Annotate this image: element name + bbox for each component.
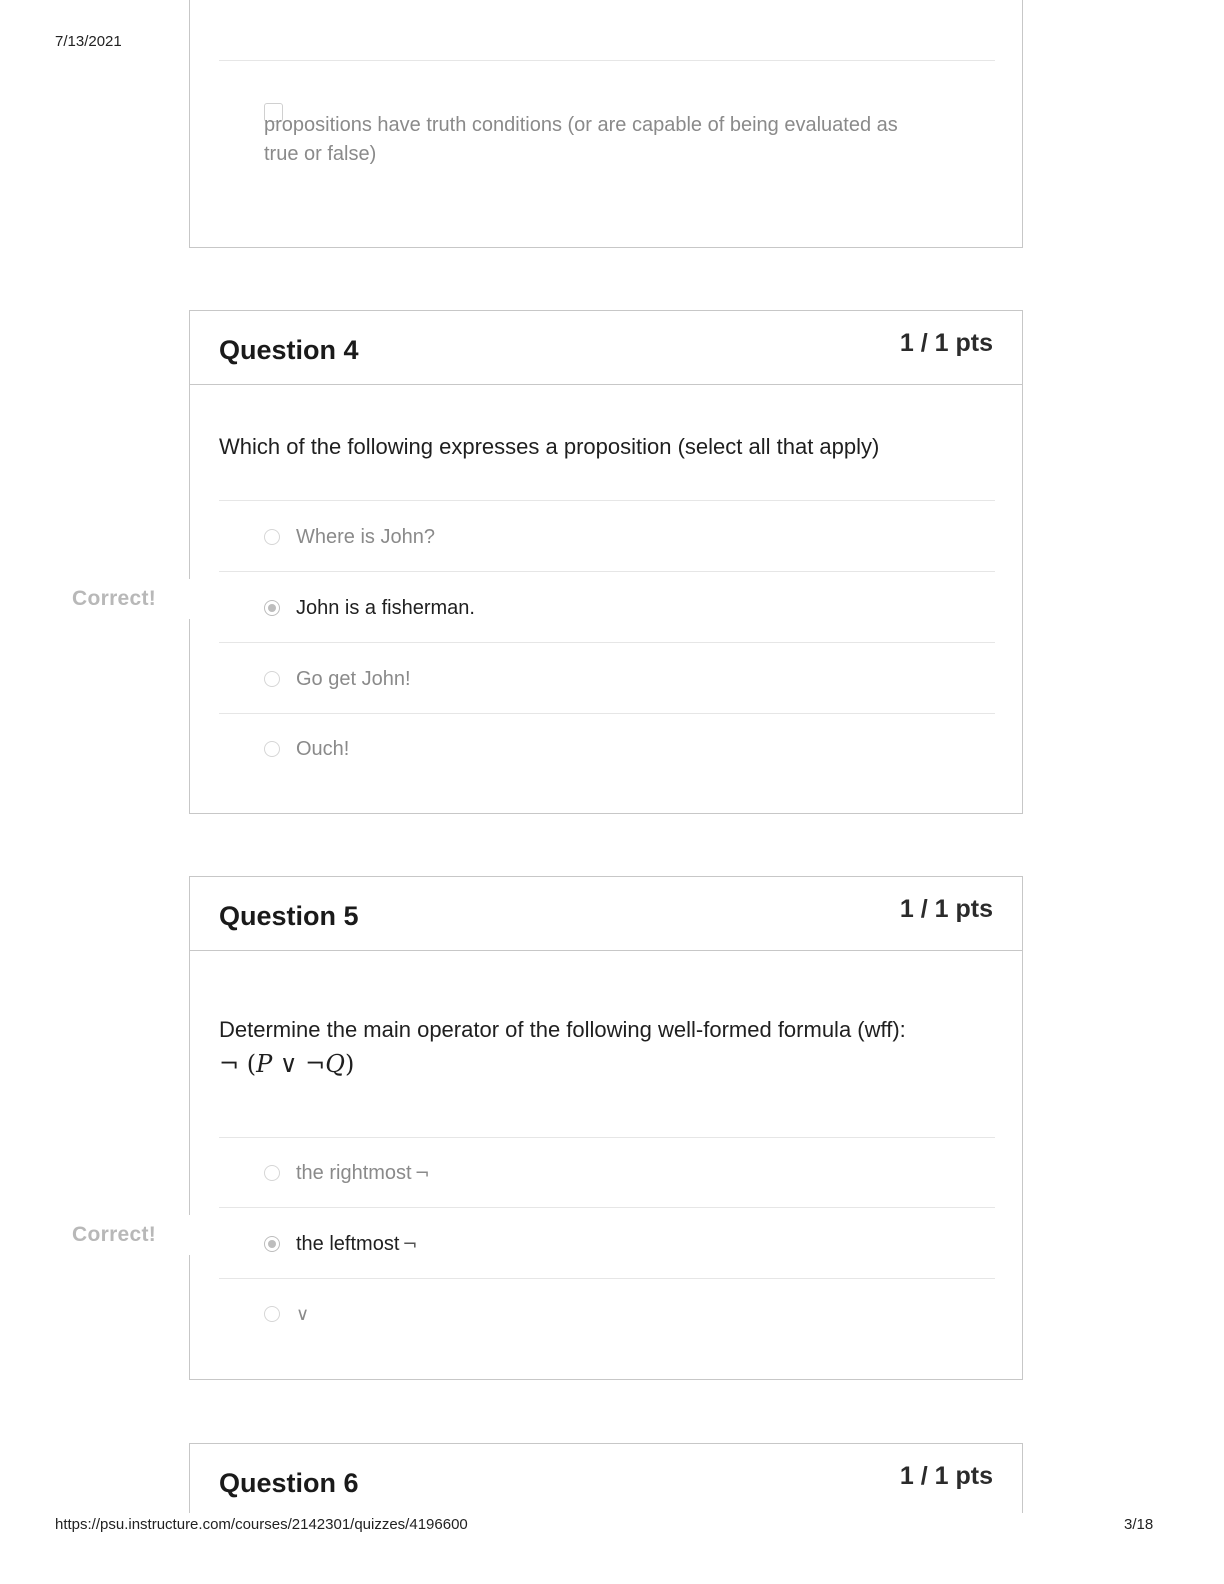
question-header: [190, 877, 1022, 951]
answer-label: Ouch!: [296, 738, 350, 760]
answer-radio-selected[interactable]: [264, 1236, 280, 1252]
answer-option[interactable]: [219, 1280, 995, 1350]
correct-answer-flag: Correct!: [72, 1223, 157, 1246]
answer-radio[interactable]: [264, 741, 280, 757]
answer-divider: [219, 571, 995, 572]
answer-option[interactable]: [190, 78, 1024, 178]
answer-label: Where is John?: [296, 526, 435, 548]
answer-option[interactable]: [219, 503, 995, 573]
question-4-card: [189, 310, 1023, 814]
question-title: Question 6: [219, 1468, 359, 1498]
question-6-card-partial: [189, 1443, 1023, 1513]
disjunction-symbol: ∨: [296, 1304, 310, 1325]
question-header: [190, 311, 1022, 385]
question-prompt: Which of the following expresses a proposition (select all that apply): [219, 434, 880, 459]
answer-divider: [219, 1207, 995, 1208]
answer-label: Go get John!: [296, 668, 411, 690]
answer-radio[interactable]: [264, 1165, 280, 1181]
print-url: https://psu.instructure.com/courses/2142301/quizzes/4196600: [55, 1516, 468, 1533]
question-points: 1 / 1 pts: [899, 329, 993, 357]
question-prompt-text: Determine the main operator of the following well-formed formula (wff):: [219, 1017, 906, 1042]
print-page-number: 3/18: [1124, 1516, 1154, 1533]
answer-divider: [219, 713, 995, 714]
question-header: [190, 1444, 1022, 1517]
answer-option-selected[interactable]: [219, 1210, 995, 1280]
print-footer: [0, 1516, 1224, 1536]
left-border-gap: [186, 1215, 194, 1255]
answer-option[interactable]: [219, 1139, 995, 1209]
answer-divider: [219, 500, 995, 501]
answer-label: [296, 1303, 309, 1326]
answer-divider: [219, 642, 995, 643]
answer-label: John is a fisherman.: [296, 597, 475, 619]
answer-divider: [219, 1278, 995, 1279]
negation-symbol: ¬: [414, 1163, 430, 1184]
print-date: 7/13/2021: [55, 33, 122, 50]
wff-formula: ¬ (P ∨ ¬Q): [219, 1050, 355, 1078]
answer-label: the rightmost ¬: [296, 1162, 430, 1184]
answer-divider: [219, 60, 995, 61]
answer-radio[interactable]: [264, 529, 280, 545]
negation-symbol: ¬: [402, 1234, 418, 1255]
question-3-card-partial: [189, 0, 1023, 248]
question-points: 1 / 1 pts: [899, 1462, 993, 1490]
answer-radio[interactable]: [264, 1306, 280, 1322]
answer-label: propositions have truth conditions (or are capable of being evaluated as true or false): [264, 114, 898, 165]
answer-option[interactable]: [219, 645, 995, 715]
question-title: Question 4: [219, 335, 359, 365]
answer-label: the leftmost ¬: [296, 1233, 418, 1255]
question-prompt: [219, 1013, 906, 1081]
question-title: Question 5: [219, 901, 359, 931]
answer-radio[interactable]: [264, 671, 280, 687]
question-5-card: [189, 876, 1023, 1380]
answer-option-selected[interactable]: [219, 574, 995, 644]
left-border-gap: [186, 579, 194, 619]
question-points: 1 / 1 pts: [899, 895, 993, 923]
correct-answer-flag: Correct!: [72, 587, 157, 610]
answer-radio-selected[interactable]: [264, 600, 280, 616]
answer-divider: [219, 1137, 995, 1138]
answer-option[interactable]: [219, 715, 995, 785]
